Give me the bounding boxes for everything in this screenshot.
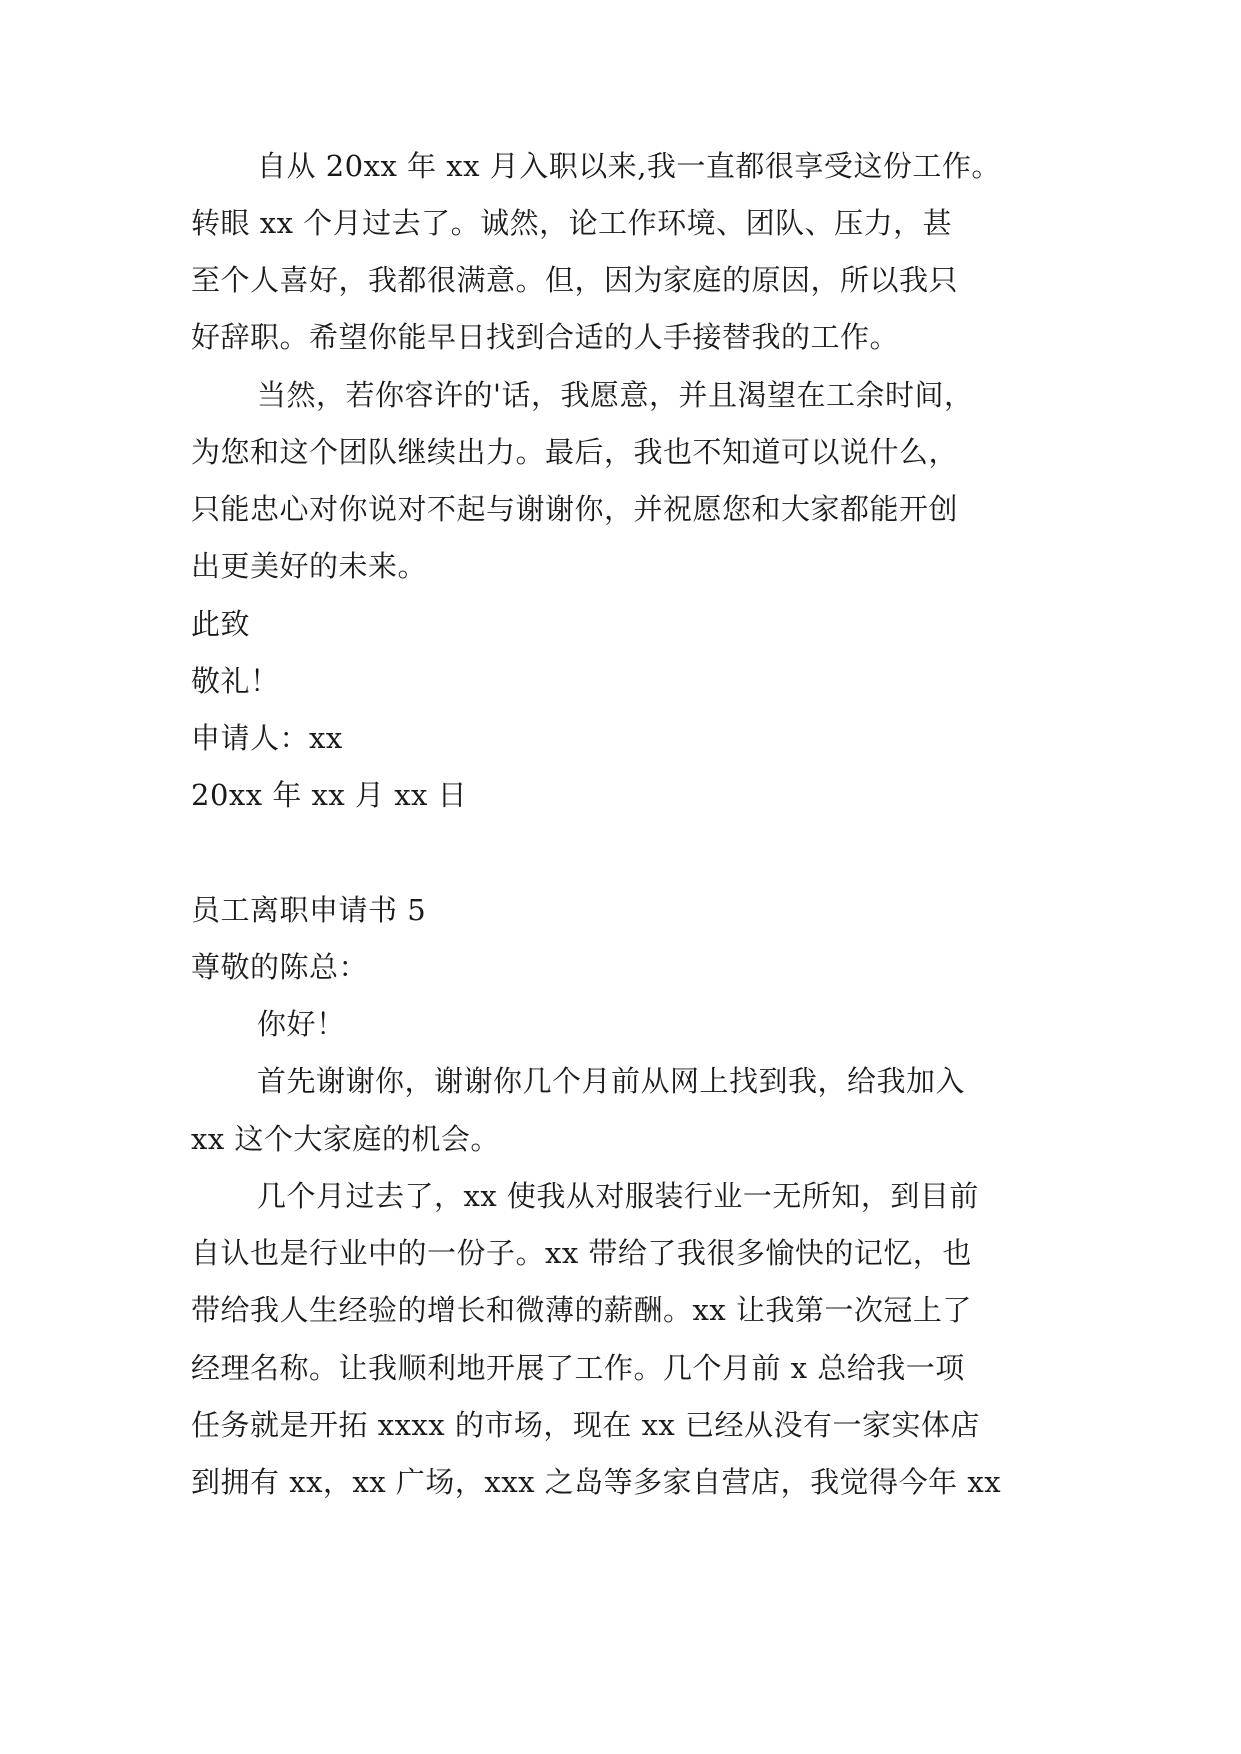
paragraph-line: 到拥有 xx，xx 广场，xxx 之岛等多家自营店，我觉得今年 xx bbox=[191, 1465, 1002, 1499]
paragraph-line: 几个月过去了，xx 使我从对服装行业一无所知，到目前 bbox=[257, 1179, 979, 1213]
paragraph-line: 出更美好的未来。 bbox=[191, 549, 428, 583]
paragraph-line: 当然，若你容许的'话，我愿意，并且渴望在工余时间， bbox=[257, 378, 974, 412]
closing-line: 此致 bbox=[191, 607, 251, 641]
paragraph-line: 任务就是开拓 xxxx 的市场，现在 xx 已经从没有一家实体店 bbox=[191, 1408, 981, 1442]
paragraph-line: 带给我人生经验的增长和微薄的薪酬。xx 让我第一次冠上了 bbox=[191, 1293, 972, 1327]
paragraph-line: xx 这个大家庭的机会。 bbox=[191, 1122, 500, 1156]
paragraph-line: 经理名称。让我顺利地开展了工作。几个月前 x 总给我一项 bbox=[191, 1351, 965, 1385]
closing-regards: 敬礼！ bbox=[191, 664, 280, 698]
section-title: 员工离职申请书 5 bbox=[191, 893, 427, 927]
paragraph-line: 首先谢谢你，谢谢你几个月前从网上找到我，给我加入 bbox=[257, 1064, 966, 1098]
paragraph-line: 转眼 xx 个月过去了。诚然，论工作环境、团队、压力，甚 bbox=[191, 206, 953, 240]
paragraph-line: 自认也是行业中的一份子。xx 带给了我很多愉快的记忆，也 bbox=[191, 1236, 972, 1270]
salutation: 尊敬的陈总： bbox=[191, 950, 369, 984]
greeting: 你好！ bbox=[257, 1007, 346, 1041]
paragraph-line: 好辞职。希望你能早日找到合适的人手接替我的工作。 bbox=[191, 320, 900, 354]
date-line: 20xx 年 xx 月 xx 日 bbox=[191, 778, 468, 812]
paragraph-line: 只能忠心对你说对不起与谢谢你，并祝愿您和大家都能开创 bbox=[191, 492, 959, 526]
paragraph-line: 为您和这个团队继续出力。最后，我也不知道可以说什么， bbox=[191, 435, 959, 469]
applicant-line: 申请人：xx bbox=[191, 721, 343, 755]
paragraph-line: 至个人喜好，我都很满意。但，因为家庭的原因，所以我只 bbox=[191, 263, 959, 297]
paragraph-line: 自从 20xx 年 xx 月入职以来,我一直都很享受这份工作。 bbox=[257, 149, 1001, 183]
